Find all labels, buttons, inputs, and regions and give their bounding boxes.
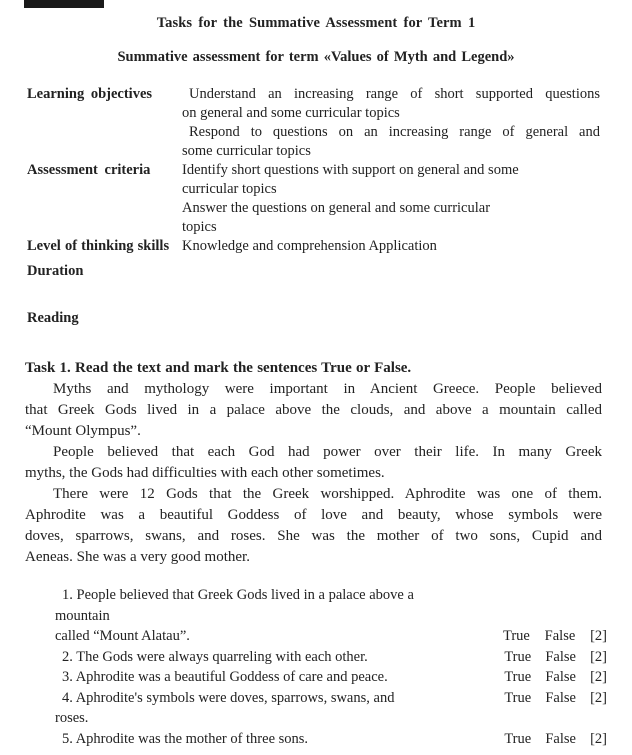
statement-text: 3. Aphrodite was a beautiful Goddess of care and peace.: [62, 669, 388, 685]
points-badge: [2]: [590, 689, 607, 706]
text-line: curricular topics: [182, 181, 277, 197]
learning-objectives-label: Learning objectives: [27, 86, 153, 102]
text-line: some curricular topics: [182, 143, 311, 159]
false-option: False: [545, 689, 576, 706]
statement-text: 2. The Gods were always quarreling with each other.: [62, 648, 368, 665]
answer-options: [504, 729, 607, 750]
document-subtitle: Summative assessment for term «Values of Myth and Legend»: [117, 49, 515, 65]
true-option: True: [504, 669, 532, 685]
text-line: Aphrodite was a beautiful Goddess of love and beauty, whose symbols were: [25, 507, 602, 523]
statement-text: roses.: [55, 710, 89, 726]
statement-text: 1. People believed that Greek Gods lived in a palace above a: [62, 587, 414, 603]
false-option: False: [544, 628, 576, 644]
true-option: True: [504, 689, 532, 706]
thinking-skills-value: Knowledge and comprehension Application: [182, 238, 437, 254]
text-line: on general and some curricular topics: [182, 105, 400, 121]
duration-label: Duration: [27, 263, 84, 279]
text-line: doves, sparrows, swans, and roses. She was the mother of two sons, Cupid and: [25, 528, 602, 544]
text-line: Understand an increasing range of short supported questions: [189, 86, 600, 102]
statement-row: [55, 708, 607, 729]
true-false-exercise: [55, 585, 607, 749]
text-line: that Greek Gods lived in a palace above the clouds, and above a mountain called: [25, 402, 602, 418]
row-learning-objectives: [27, 85, 600, 161]
thinking-skills-label: Level of thinking skills: [27, 238, 170, 254]
statement-row: [55, 667, 607, 688]
reading-section-heading: Reading: [27, 310, 79, 326]
points-badge: [2]: [590, 730, 607, 747]
row-thinking-skills: [27, 237, 600, 256]
statement-row: [55, 688, 607, 709]
text-line: There were 12 Gods that the Greek worshipped. Aphrodite was one of them.: [53, 486, 602, 502]
text-line: “Mount Olympus”.: [25, 423, 141, 439]
reading-passage: [25, 379, 602, 568]
learning-objectives-value: [182, 85, 600, 161]
row-duration: [27, 262, 600, 281]
text-line: Respond to questions on an increasing range of general and: [189, 124, 600, 140]
true-option: True: [504, 730, 532, 747]
statement-row: [55, 729, 607, 750]
statement-row: [55, 606, 607, 627]
row-assessment-criteria: [27, 161, 600, 237]
document-title: Tasks for the Summative Assessment for Term 1: [156, 15, 476, 31]
assessment-criteria-label: Assessment criteria: [27, 162, 151, 178]
points-badge: [2]: [590, 669, 607, 685]
answer-options: [504, 647, 607, 668]
statement-row: [55, 647, 607, 668]
text-line: myths, the Gods had difficulties with each other sometimes.: [25, 465, 385, 481]
corner-redaction-bar: [24, 0, 104, 8]
true-option: True: [503, 628, 530, 644]
false-option: False: [545, 648, 576, 665]
text-line: topics: [182, 219, 217, 235]
assessment-criteria-value: [182, 161, 600, 237]
text-line: Answer the questions on general and some curricular: [182, 200, 491, 216]
statement-row: [55, 585, 607, 606]
answer-options: [503, 626, 607, 647]
assessment-info-table: [27, 85, 600, 281]
text-line: People believed that each God had power over their life. In many Greek: [53, 444, 602, 460]
text-line: Identify short questions with support on general and some: [182, 162, 519, 178]
statement-text: 5. Aphrodite was the mother of three sons.: [62, 730, 309, 747]
false-option: False: [545, 669, 576, 685]
statement-text: called “Mount Alatau”.: [55, 628, 190, 644]
answer-options: [504, 667, 607, 688]
statement-text: 4. Aphrodite's symbols were doves, sparrows, swans, and: [62, 689, 395, 706]
text-line: Myths and mythology were important in Ancient Greece. People believed: [53, 381, 602, 397]
false-option: False: [545, 730, 576, 747]
points-badge: [2]: [590, 628, 607, 644]
points-badge: [2]: [590, 648, 607, 665]
true-option: True: [504, 648, 532, 665]
task1-heading: Task 1. Read the text and mark the sentences True or False.: [25, 360, 412, 376]
text-line: Aeneas. She was a very good mother.: [25, 549, 250, 565]
statement-row: [55, 626, 607, 647]
answer-options: [504, 688, 607, 709]
statement-text: mountain: [55, 607, 110, 624]
